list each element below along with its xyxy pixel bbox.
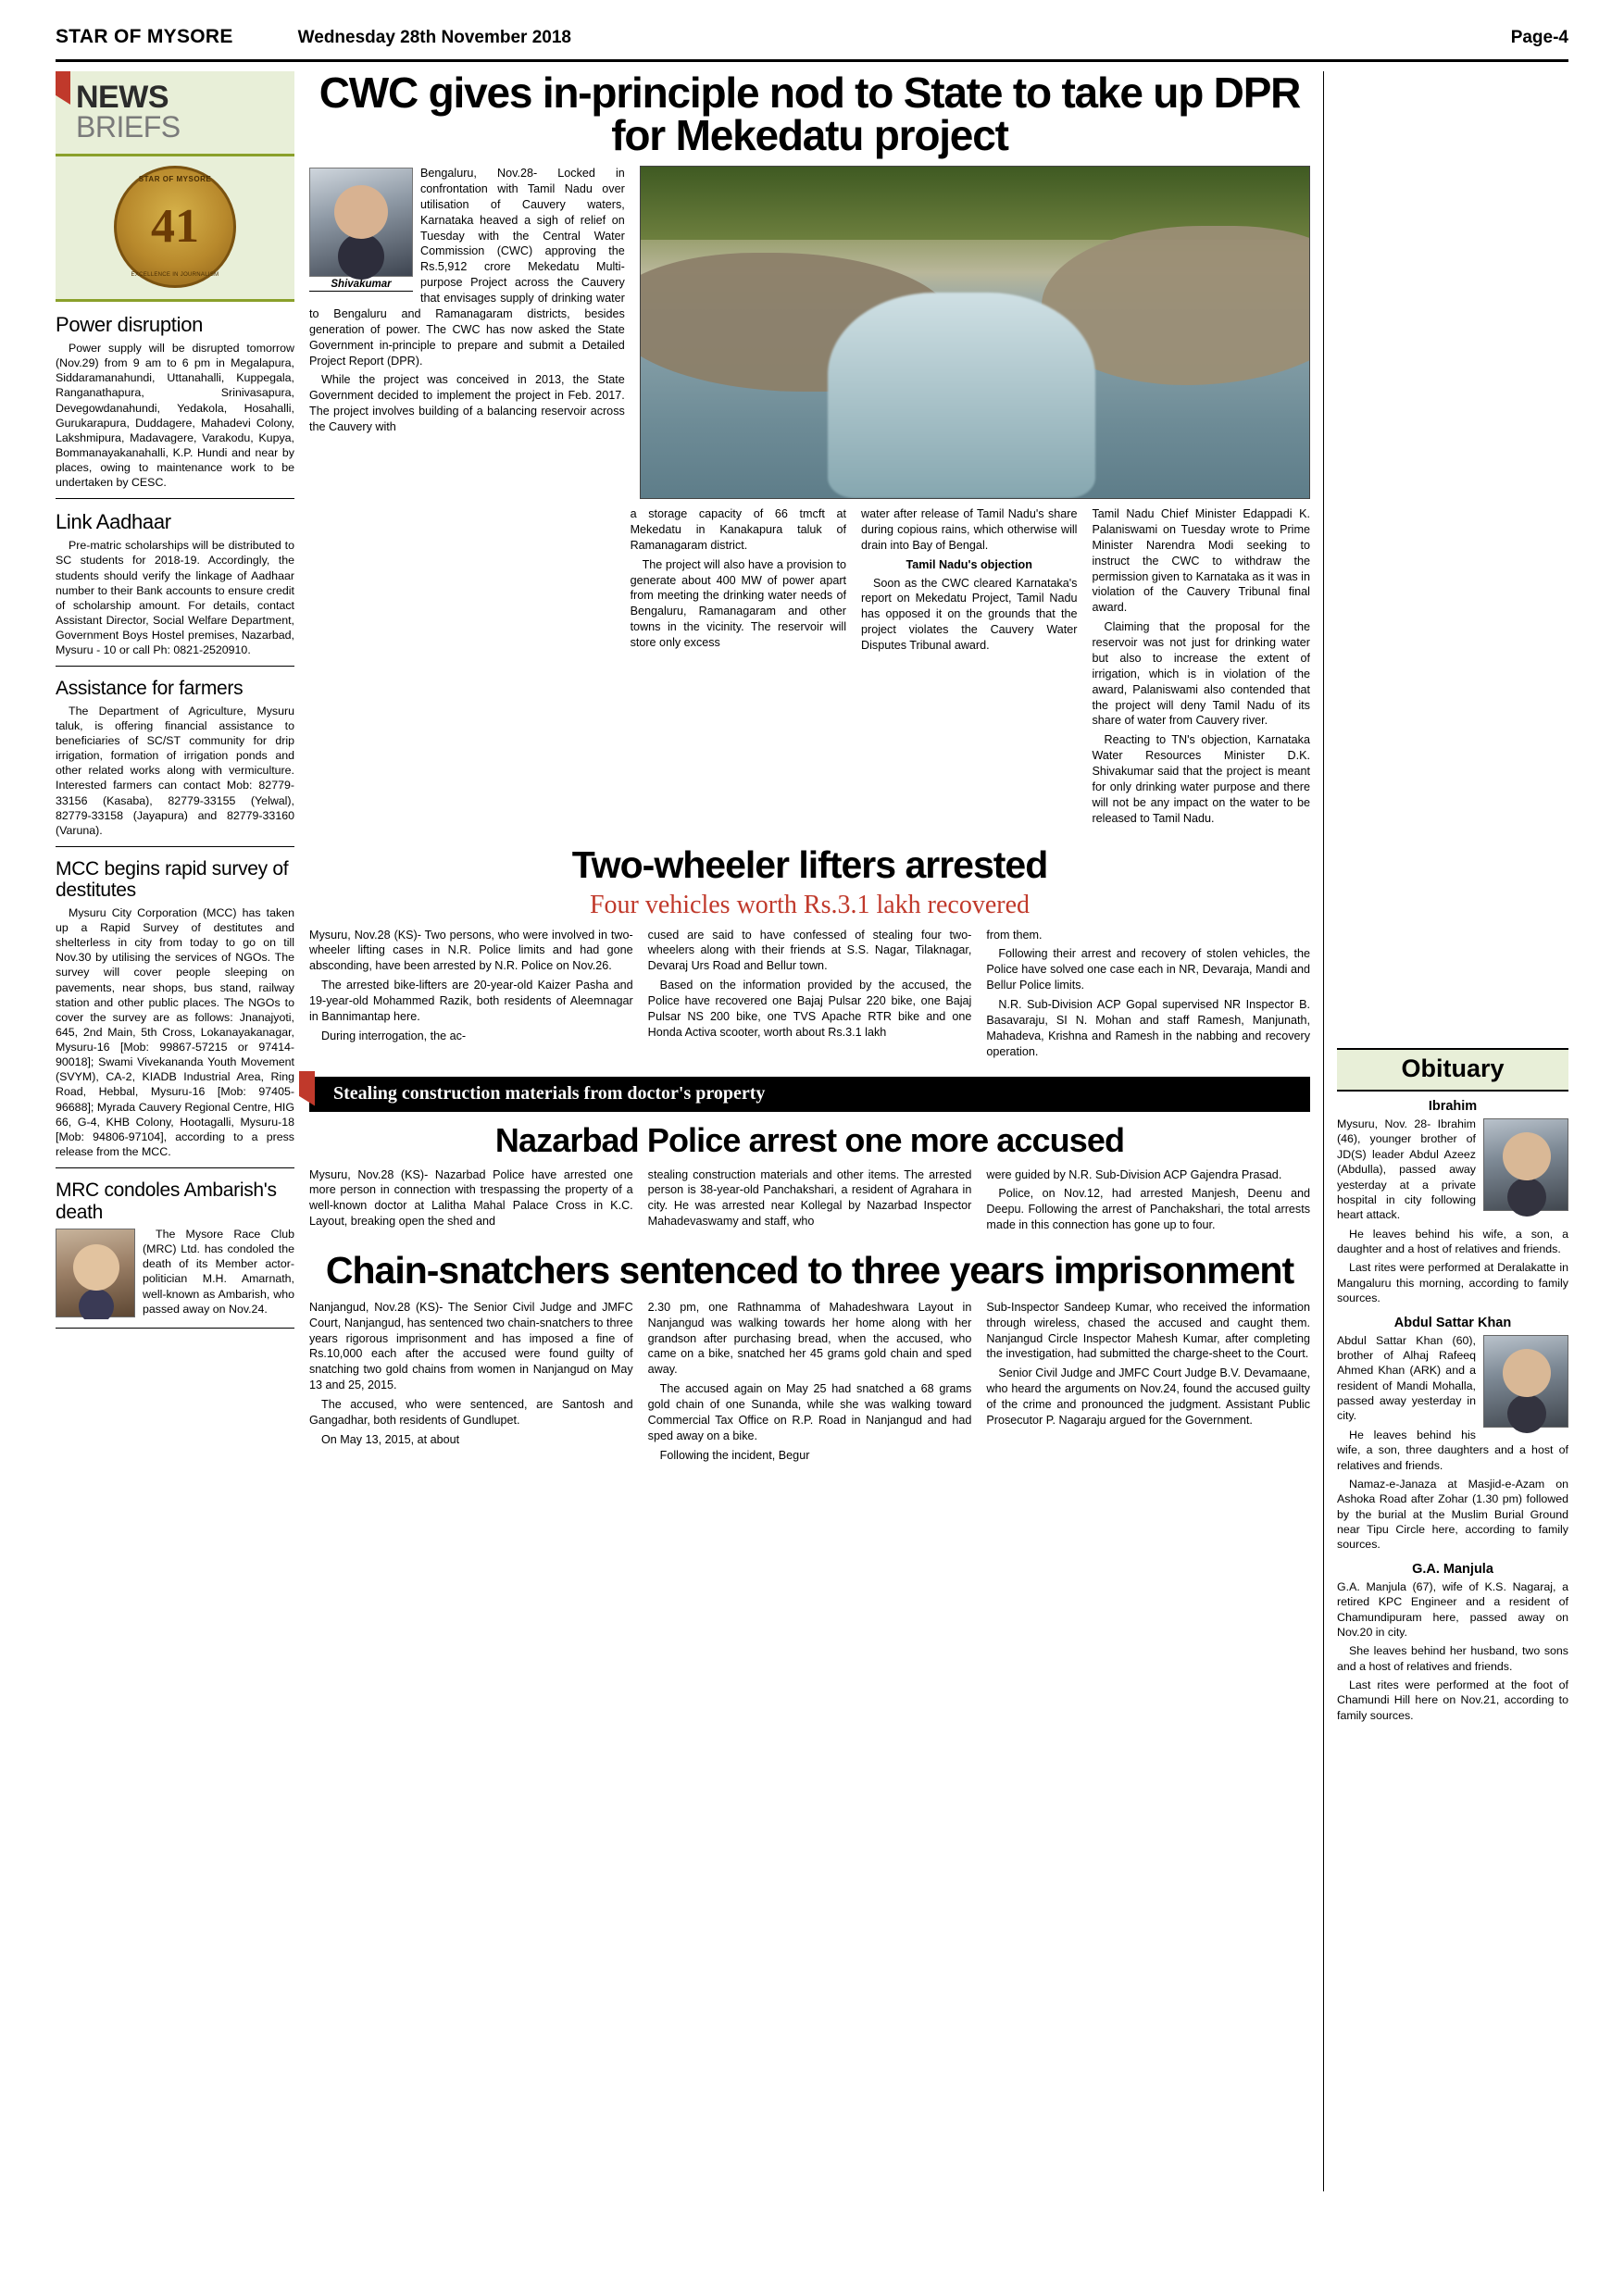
obit-name: G.A. Manjula bbox=[1412, 1561, 1493, 1577]
paragraph: G.A. Manjula (67), wife of K.S. Nagaraj, a retired KPC Engineer and a resident of Chamundipuram here, passed away on Nov.20 in city. bbox=[1337, 1579, 1568, 1639]
logo-bottom-text: EXCELLENCE IN JOURNALISM bbox=[131, 272, 219, 278]
story2-col-3 bbox=[986, 928, 1310, 1064]
paragraph: On May 13, 2015, at about bbox=[321, 1432, 460, 1446]
obit-name: Abdul Sattar Khan bbox=[1393, 1315, 1512, 1330]
shivakumar-photo bbox=[309, 168, 413, 277]
paragraph: were guided by N.R. Sub-Division ACP Gajendra Prasad. bbox=[986, 1167, 1282, 1181]
paragraph: from them. bbox=[986, 928, 1043, 942]
paragraph: Sub-Inspector Sandeep Kumar, who received the information through wireless, chased the accused and caught them. Nanjangud Circle Inspector Mahesh Kumar, after completing the investigation, had submitted the charge-sheet to the Court. bbox=[986, 1300, 1311, 1361]
obit-body bbox=[1337, 1579, 1568, 1723]
paragraph: Mysuru, Nov. 28- Ibrahim (46), younger brother of JD(S) leader Abdul Azeez (Abdulla), passed away yesterday at a private hospital in city following heart attack. bbox=[1337, 1117, 1476, 1222]
paragraph: Last rites were performed at Deralakatte in Mangaluru this morning, according to family sources. bbox=[1337, 1261, 1568, 1305]
paragraph: N.R. Sub-Division ACP Gopal supervised NR Inspector B. Basavaraju, SI N. Mohan and staff Ramesh, Manjunath, Mahadeva, Krishna and Ramesh in the nabbing and recovery operation. bbox=[986, 998, 1311, 1058]
paragraph: While the project was conceived in 2013, the State Government decided to implement the project in Feb. 2017. The project involves building of a balancing reservoir across the Cauvery with bbox=[309, 373, 625, 433]
divider bbox=[56, 498, 294, 499]
page-number: Page-4 bbox=[1510, 28, 1568, 47]
brief-paragraph: The Department of Agriculture, Mysuru taluk, is offering financial assistance to beneficiaries of SC/ST community for drip irrigation, formation of irrigation ponds and other related works along with vermiculture. Interested farmers can contact Mob: 82779-33156 (Kasaba), 82779-33155 (Yelwal), 82779-33158 (Jayapura) and 82779-33160 (Varuna). bbox=[56, 704, 294, 837]
paragraph: Tamil Nadu Chief Minister Edappadi K. Palaniswami on Tuesday wrote to Prime Minister Narendra Modi seeking to instruct the CWC to withdraw the permission given to Karnataka as it was in violation of the Cauvery Tribunal final award. bbox=[1092, 507, 1310, 615]
brief-title: MCC begins rapid survey of destitutes bbox=[56, 857, 289, 902]
story3-col-1 bbox=[309, 1167, 633, 1238]
lead-photo-and-cols bbox=[640, 166, 1310, 505]
anniversary-logo bbox=[56, 156, 294, 302]
paragraph: water after release of Tamil Nadu's share during copious rains, which otherwise will drain into Bay of Bengal. bbox=[861, 507, 1078, 552]
header-rule bbox=[56, 59, 1568, 62]
paragraph: a storage capacity of 66 tmcft at Mekedatu in Kanakapura taluk of Ramanagaram district. bbox=[630, 507, 847, 552]
paragraph: The accused again on May 25 had snatched a 68 grams gold chain of one Sunanda, while she was walking toward Commercial Tax Office on R.P. Road in Nanjangud and had sped away on a bike. bbox=[647, 1382, 972, 1442]
paragraph: Based on the information provided by the accused, the Police have recovered one Bajaj Pulsar 220 bike, one Bajaj Pulsar NS 200 bike, one TVS Apache RTR bike and one Honda Activa scooter, worth about Rs.3.1 lakh bbox=[647, 979, 972, 1039]
news-briefs-title-line1: NEWS bbox=[76, 80, 169, 115]
paper-name: STAR OF MYSORE bbox=[56, 26, 233, 47]
paragraph: Following their arrest and recovery of stolen vehicles, the Police have solved one case each in NR, Devaraja, Mandi and Bellur Police limits. bbox=[986, 947, 1311, 992]
paragraph: Bengaluru, Nov.28- Locked in confrontation with Tamil Nadu over utilisation of Cauvery waters, Karnataka heaved a sigh of relief on Tuesday with the Central Water Commission (CWC) approving the Rs.5,912 crore Mekedatu Multi-purpose Project across the Cauvery that envisages supply of drinking water to Bengaluru and Ramanagaram districts, besides generation of power. The CWC has now asked the State Government in-principle to prepare and submit a Detailed Project Report (DPR). bbox=[309, 167, 625, 368]
lead-col-3 bbox=[861, 506, 1077, 830]
story2-columns bbox=[309, 928, 1310, 1064]
divider bbox=[56, 1328, 294, 1329]
brief-body bbox=[56, 341, 294, 490]
obituary-banner: Obituary bbox=[1337, 1048, 1568, 1092]
paragraph: Soon as the CWC cleared Karnataka's report on Mekedatu Project, Tamil Nadu has opposed it on the grounds that the project violates the Cauvery Water Disputes Tribunal award. bbox=[861, 576, 1078, 652]
story2-col-1 bbox=[309, 928, 633, 1064]
paragraph: Reacting to TN's objection, Karnataka Water Resources Minister D.K. Shivakumar said that the project is meant for only drinking water purpose and there will not be any impact on the water to be released to Tamil Nadu. bbox=[1092, 733, 1310, 825]
obituary-entry-abdul-sattar-khan bbox=[1337, 1316, 1568, 1556]
brief-assistance-for-farmers bbox=[56, 678, 294, 847]
obit-body bbox=[1337, 1333, 1568, 1553]
paragraph: Mysuru, Nov.28 (KS)- Two persons, who were involved in two-wheeler lifting cases in N.R. Police limits and had gone absconding, have been arrested by N.R. Police on Nov.26. bbox=[309, 928, 633, 973]
brief-body bbox=[56, 1227, 294, 1319]
obit-spacer bbox=[1337, 71, 1568, 1048]
story3-headline: Nazarbad Police arrest one more accused bbox=[494, 1120, 1125, 1159]
story3-col-3 bbox=[986, 1167, 1310, 1238]
brief-body bbox=[56, 704, 294, 838]
brief-mrc-condoles bbox=[56, 1179, 294, 1329]
paragraph: Nanjangud, Nov.28 (KS)- The Senior Civil Judge and JMFC Court, Nanjangud, has sentenced two chain-snatchers to three years rigorous imprisonment and has imposed a fine of Rs.10,000 each after the accused were found guilty of snatching two gold chains from women in Nanjangud on May 13 and 25, 2015. bbox=[309, 1300, 633, 1392]
mekedatu-river-photo bbox=[640, 166, 1310, 499]
brief-body bbox=[56, 905, 294, 1159]
paragraph: 2.30 pm, one Rathnamma of Mahadeshwara Layout in Nanjangud was walking towards her home along with her grandson after purchasing bread, when the accused, who came on a bike, snatched her 45 grams gold chain and sped away. bbox=[647, 1300, 972, 1377]
brief-title: Assistance for farmers bbox=[56, 678, 244, 700]
story4-col-1 bbox=[309, 1300, 633, 1467]
paragraph: During interrogation, the ac- bbox=[321, 1029, 467, 1042]
divider bbox=[56, 846, 294, 847]
paragraph: Abdul Sattar Khan (60), brother of Alhaj Rafeeq Ahmed Khan (ARK) and a resident of Mandi Mohalla, passed away yesterday in city. bbox=[1337, 1333, 1476, 1423]
logo-medallion bbox=[114, 166, 236, 288]
subheading: Tamil Nadu's objection bbox=[906, 557, 1032, 571]
paragraph: stealing construction materials and other items. The arrested person is 38-year-old Panchakshari, a resident of Agrahara in city. He was arrested near Kollegal by Nazarbad Inspector Mahadevaswamy and staff, who bbox=[647, 1167, 972, 1229]
spacer-col bbox=[309, 506, 616, 830]
paragraph: Last rites were performed at the foot of Chamundi Hill here on Nov.21, according to family sources. bbox=[1337, 1678, 1568, 1722]
lead-col-1 bbox=[309, 166, 625, 505]
brief-body bbox=[56, 538, 294, 657]
paragraph: Claiming that the proposal for the reservoir was not just for drinking water but also to increase the extent of irrigation, which is in violation of the award, Palaniswami also contended that the project will deny Tamil Nadu of its share of water from Cauvery river. bbox=[1092, 620, 1310, 728]
lead-col-2 bbox=[631, 506, 846, 830]
obit-name: Ibrahim bbox=[1428, 1099, 1478, 1114]
divider bbox=[56, 666, 294, 667]
lead-headline: CWC gives in-principle nod to State to take up DPR for Mekedatu project bbox=[319, 69, 1301, 159]
paragraph: The project will also have a provision to generate about 400 MW of power apart from meeting the drinking water needs of Bengaluru, Ramanagaram and other towns in the vicinity. The reservoir will store only excess bbox=[630, 557, 847, 649]
paragraph: He leaves behind his wife, a son, three daughters and a host of relatives and friends. bbox=[1337, 1428, 1568, 1472]
story4-headline: Chain-snatchers sentenced to three years imprisonment bbox=[325, 1249, 1294, 1292]
lead-top-block bbox=[309, 166, 1310, 505]
brief-paragraph: Power supply will be disrupted tomorrow (Nov.29) from 9 am to 6 pm in Megalapura, Siddaramanahundi, Uttanahalli, Kuppegala, Ranganathapura, Srinivasapura, Devegowdanahundi, Yedakola, Hosahalli, Gurukarapura, Duddagere, Mahadevi Colony, Lakshmipura, Madavagere, Varakodu, Kupya, Bommanayakanahalli, K.P. Hundi and near by places, owing to maintenance work to be undertaken by CESC. bbox=[56, 342, 294, 490]
obituary-entry-ibrahim bbox=[1337, 1099, 1568, 1310]
masthead bbox=[56, 26, 1568, 56]
paragraph: The arrested bike-lifters are 20-year-old Kaizer Pasha and 19-year-old Mohammed Razik, both residents of Aleemnagar in Bannimantap here. bbox=[309, 979, 633, 1023]
story4-col-2 bbox=[648, 1300, 972, 1467]
obit-photo bbox=[1483, 1335, 1568, 1428]
divider bbox=[56, 1167, 294, 1168]
story3-col-2 bbox=[648, 1167, 972, 1238]
issue-date: Wednesday 28th November 2018 bbox=[297, 28, 571, 47]
paragraph: The accused, who were sentenced, are Santosh and Gangadhar, both residents of Gundlupet. bbox=[309, 1398, 633, 1427]
paragraph: Police, on Nov.12, had arrested Manjesh, Deenu and Deepu. Following the arrest of Panchakshari, the total arrests made in this connection has gone up to four. bbox=[986, 1187, 1311, 1232]
shivakumar-photo-wrap bbox=[309, 168, 413, 292]
brief-mcc-rapid-survey bbox=[56, 858, 294, 1168]
brief-title: MRC condoles Ambarish's death bbox=[56, 1179, 277, 1223]
paragraph: She leaves behind her husband, two sons and a host of relatives and friends. bbox=[1337, 1644, 1568, 1673]
obit-body bbox=[1337, 1117, 1568, 1306]
brief-title: Link Aadhaar bbox=[56, 510, 171, 534]
paragraph: Senior Civil Judge and JMFC Court Judge B.V. Devamaane, who heard the arguments on Nov.24, found the accused guilty of the crime and pronounced the judgment. Assistant Public Prosecutor P. Nagaraju argued for the Government. bbox=[986, 1366, 1311, 1427]
paragraph: cused are said to have confessed of stealing four two-wheelers along with their friends at S.S. Nagar, Tilaknagar, Devaraj Urs Road and Bellur town. bbox=[647, 928, 972, 973]
brief-title: Power disruption bbox=[56, 313, 204, 336]
photo-caption: Shivakumar bbox=[309, 277, 413, 292]
obituary-column bbox=[1323, 71, 1568, 2191]
story2-subhead: Four vehicles worth Rs.3.1 lakh recovered bbox=[589, 890, 1031, 919]
paragraph: Mysuru, Nov.28 (KS)- Nazarbad Police have arrested one more person in connection with trespassing the property of a well-known doctor at Lalitha Mahal Palace Cross in K.C. Layout, breaking open the shed and bbox=[309, 1167, 633, 1229]
logo-number: 41 bbox=[151, 200, 199, 253]
brief-paragraph: Pre-matric scholarships will be distributed to SC students for 2018-19. Accordingly, the students should verify the linkage of Aadhaar number to their Bank accounts to ensure credit of scholarship amount. For details, contact Assistant Director, Social Welfare Department, Government Boys Hostel premises, Nazarbad, Mysuru - 10 or call Ph: 0821-2520910. bbox=[56, 539, 294, 657]
news-briefs-column bbox=[56, 71, 294, 2191]
page-body bbox=[56, 71, 1568, 2191]
story3-columns bbox=[309, 1167, 1310, 1238]
brief-paragraph: Mysuru City Corporation (MCC) has taken up a Rapid Survey of destitutes and shelterless in city from today to go on till Nov.30 by utilising the services of NGOs. The survey will cover people sleeping on pavements, near shops, bus stand, railway station and other public places. The NGOs to cover the survey are as follows: Jnanajyoti, 645, 2nd Main, 5th Cross, Lokanayakanagar, Mysuru-16 [Mob: 99867-57215 or 97414-90018]; Swami Vivekananda Youth Movement (SVYM), CA-2, KIADB Industrial Area, Ring Road, Hebbal, Mysuru-16 [Mob: 97405-96688]; Myrada Cauvery Regional Centre, HIG 66, G-4, KHB Colony, Hootagalli, Mysuru-18 [Mob: 94806-97104], according to a press release from the MCC. bbox=[56, 905, 294, 1158]
story4-columns bbox=[309, 1300, 1310, 1467]
story2-headline: Two-wheeler lifters arrested bbox=[571, 842, 1048, 886]
obit-photo bbox=[1483, 1118, 1568, 1211]
story4-col-3 bbox=[986, 1300, 1310, 1467]
story3-banner: Stealing construction materials from doctor's property bbox=[309, 1077, 1310, 1112]
paragraph: He leaves behind his wife, a son, a daughter and a host of relatives and friends. bbox=[1337, 1227, 1568, 1255]
lead-col-4 bbox=[1092, 506, 1310, 830]
main-column bbox=[294, 71, 1323, 2191]
news-briefs-header bbox=[56, 71, 294, 156]
brief-paragraph: The Mysore Race Club (MRC) Ltd. has condoled the death of its Member actor-politician M.H. Amarnath, well-known as Ambarish, who passed away on Nov.24. bbox=[143, 1228, 294, 1316]
lead-bottom-cols bbox=[309, 506, 1310, 830]
obituary-entry-ga-manjula bbox=[1337, 1562, 1568, 1723]
paragraph: Namaz-e-Janaza at Masjid-e-Azam on Ashoka Road after Zohar (1.30 pm) followed by the burial at the Muslim Burial Ground near Tipu Circle here, according to family sources. bbox=[1337, 1477, 1568, 1552]
logo-top-text: STAR OF MYSORE bbox=[138, 175, 212, 183]
paragraph: Following the incident, Begur bbox=[659, 1448, 810, 1462]
ambarish-photo bbox=[56, 1229, 135, 1317]
story2-col-2 bbox=[648, 928, 972, 1064]
brief-power-disruption bbox=[56, 313, 294, 499]
brief-link-aadhaar bbox=[56, 510, 294, 667]
news-briefs-title-line2: BRIEFS bbox=[76, 110, 181, 144]
